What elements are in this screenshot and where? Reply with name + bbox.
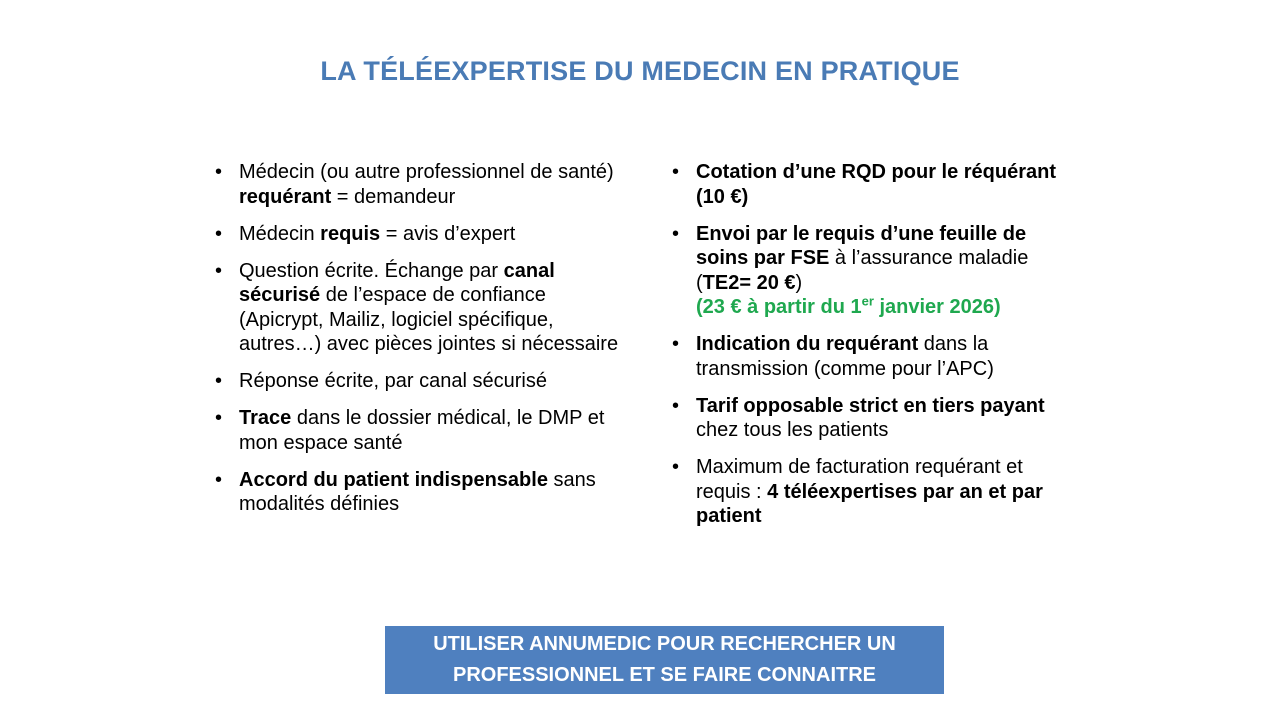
page-title: LA TÉLÉEXPERTISE DU MEDECIN EN PRATIQUE (320, 56, 960, 86)
bullet-icon: • (672, 394, 680, 417)
list-item: • Médecin (ou autre professionnel de santé) requérant = demandeur (215, 161, 614, 208)
list-item: • Accord du patient indispensable sans modalités définies (215, 468, 596, 515)
list-item: • Maximum de facturation requérant et requis : 4 téléexpertises par an et par patient (672, 456, 1043, 527)
right-bullet-list (672, 160, 1077, 529)
bullet-icon: • (215, 407, 223, 429)
bullet-icon: • (672, 161, 680, 183)
bullet-icon: • (215, 161, 223, 183)
bullet-icon: • (672, 333, 680, 355)
bullet-icon: • (215, 468, 223, 491)
bullet-icon: • (672, 456, 680, 478)
bullet-icon: • (215, 259, 223, 282)
list-item: • Médecin requis = avis d’expert (215, 222, 516, 245)
left-column (215, 160, 620, 529)
bullet-icon: • (672, 222, 680, 245)
left-bullet-list (215, 160, 620, 517)
annumedic-banner: UTILISER ANNUMEDIC POUR RECHERCHER UN PROFESSIONNEL ET SE FAIRE CONNAITRE (385, 626, 944, 694)
bullet-icon: • (215, 222, 223, 245)
list-item: • Réponse écrite, par canal sécurisé (215, 370, 547, 392)
list-item: • Envoi par le requis d’une feuille de soins par FSE à l’assurance maladie (TE2= 20 €) (23 € à partir du 1er janvier 2026) (672, 222, 1029, 318)
bullet-icon: • (215, 370, 223, 392)
right-column (672, 160, 1077, 541)
list-item: • Tarif opposable strict en tiers payant chez tous les patients (672, 394, 1045, 441)
list-item: • Cotation d’une RQD pour le réquérant (10 €) (672, 161, 1057, 208)
price-update-note: (23 € à partir du 1er janvier 2026) (696, 293, 1001, 318)
list-item: • Trace dans le dossier médical, le DMP et mon espace santé (215, 407, 605, 454)
list-item: • Indication du requérant dans la transmission (comme pour l’APC) (672, 333, 994, 380)
list-item: • Question écrite. Échange par canal sécurisé de l’espace de confiance (Apicrypt, Mailiz, logiciel spécifique, autres…) avec pièces jointes si nécessaire (215, 259, 619, 355)
